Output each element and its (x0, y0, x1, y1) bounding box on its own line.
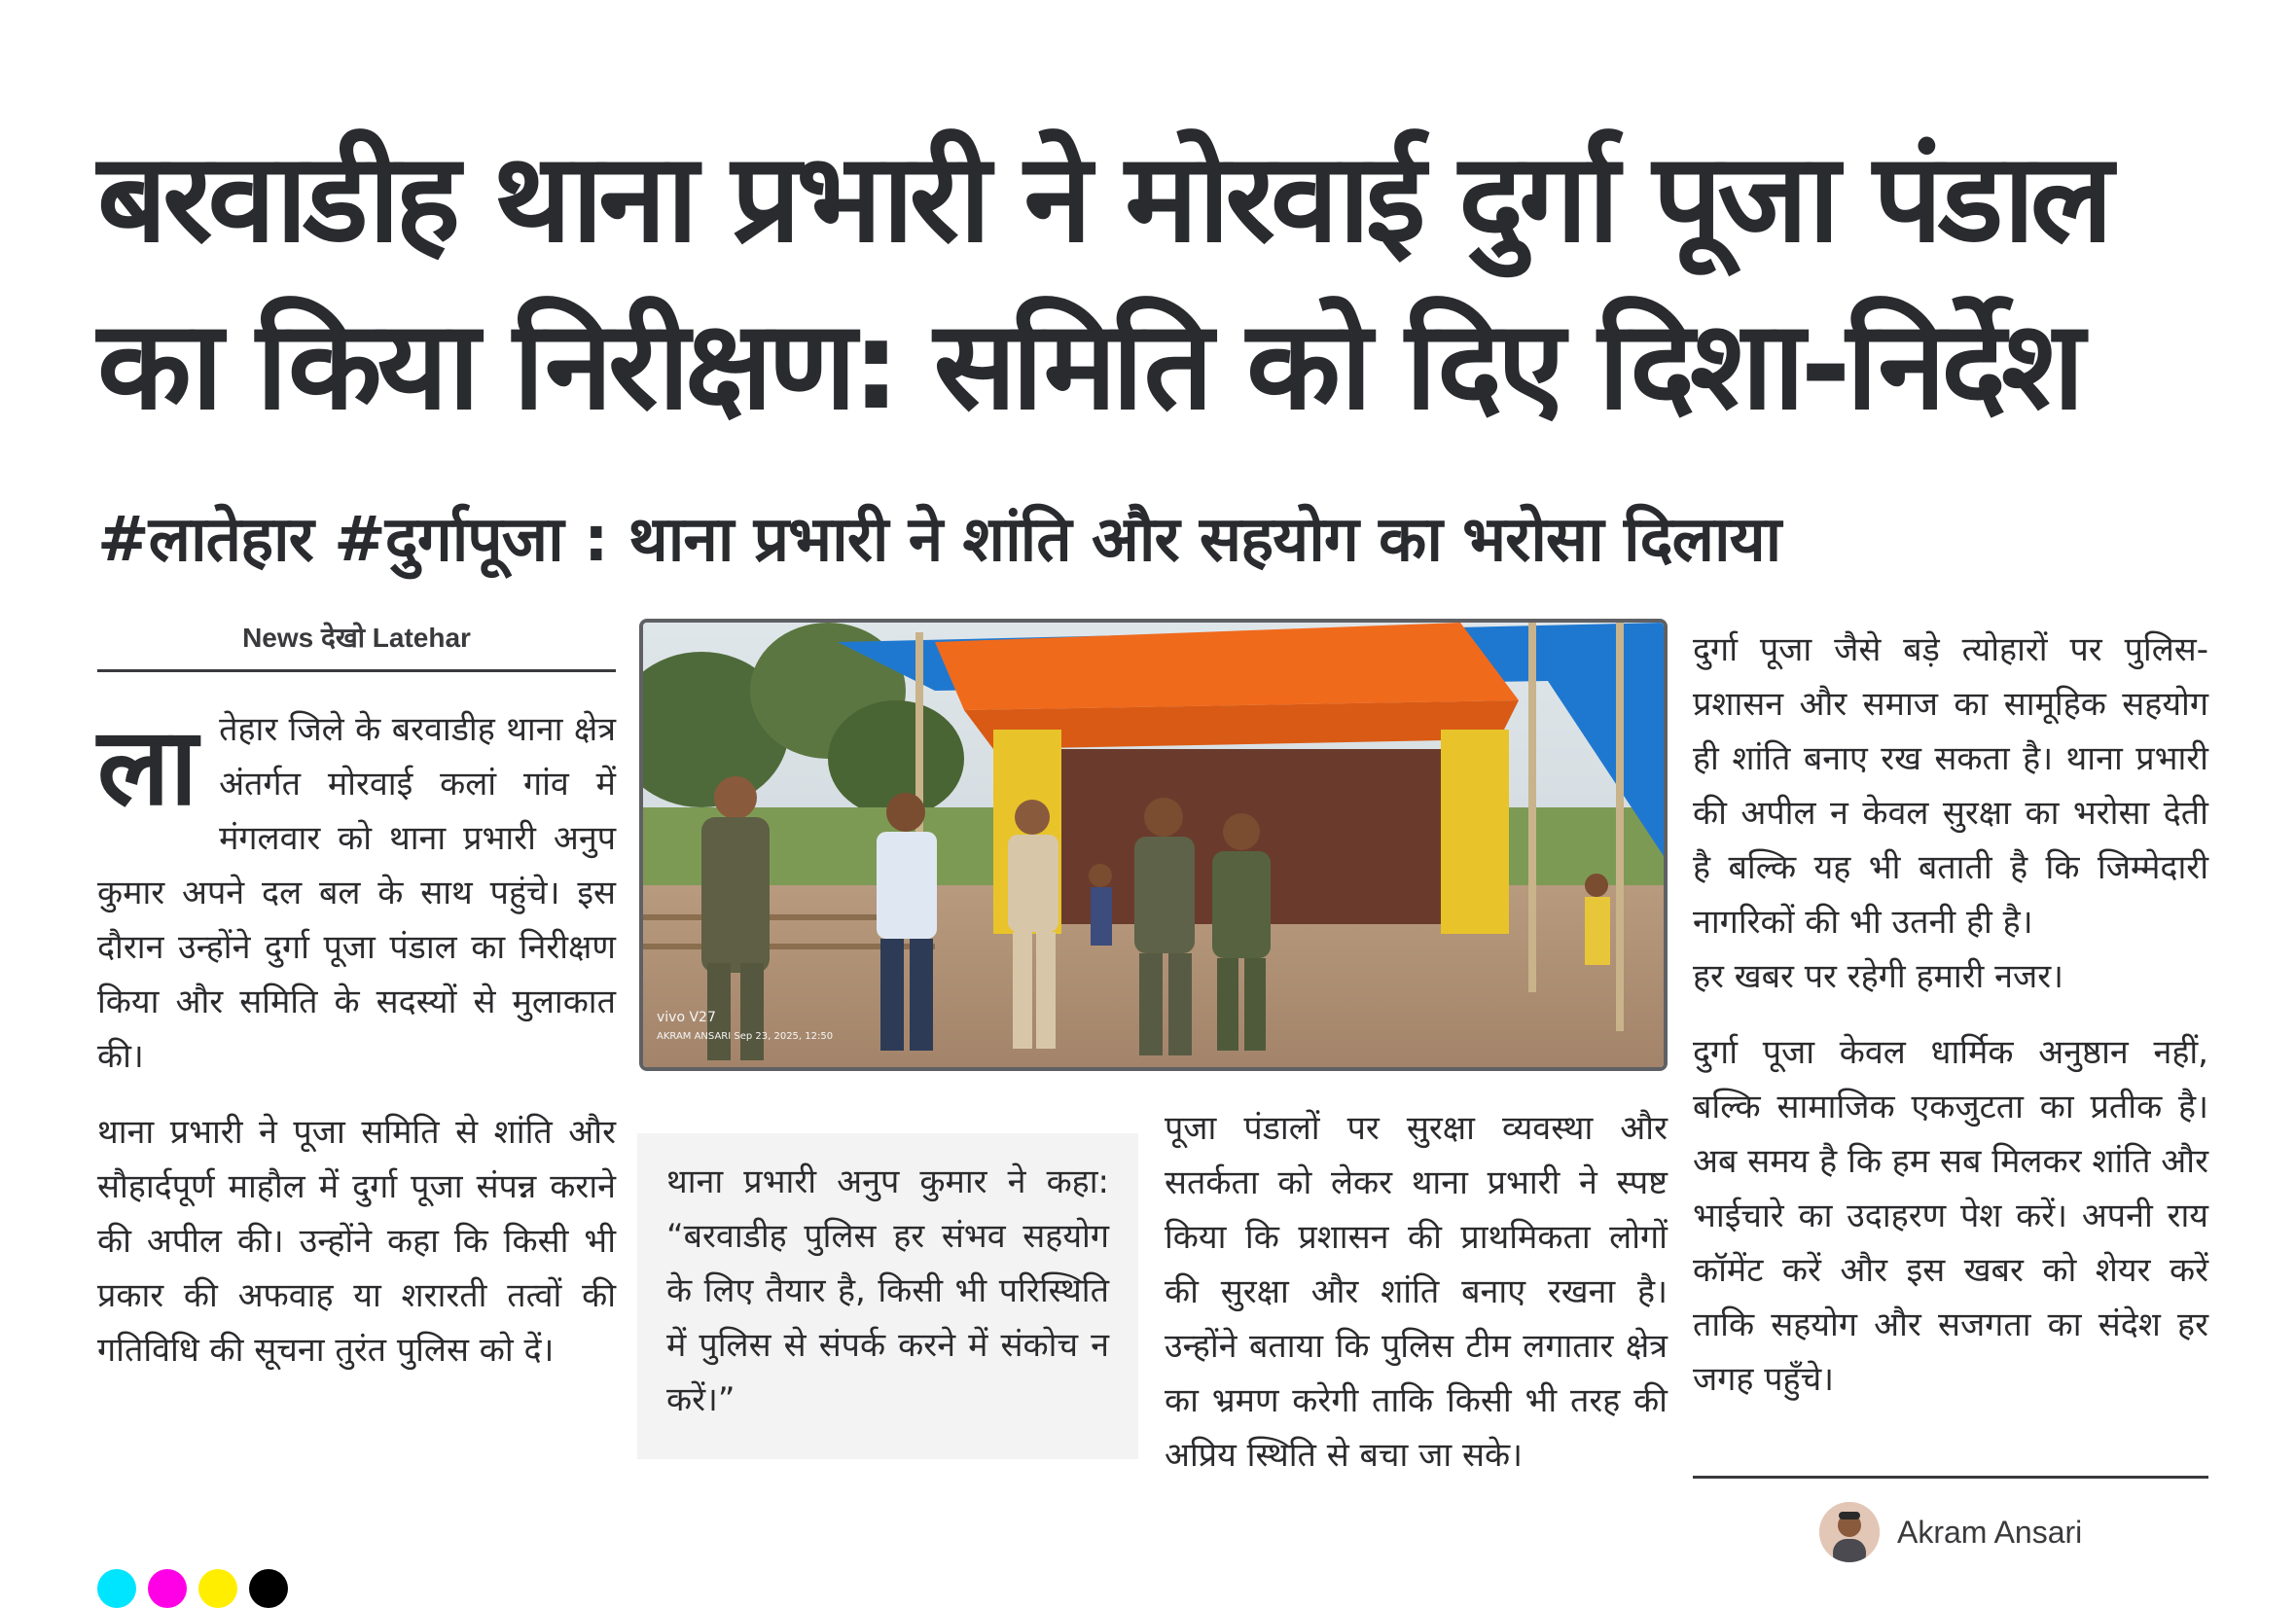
cyan-swatch (97, 1569, 136, 1608)
pull-quote (637, 1133, 1138, 1459)
article-column-1 (97, 702, 616, 1377)
lead-paragraph (97, 702, 616, 1084)
print-color-swatches (97, 1569, 288, 1608)
tagline: हर खबर पर रहेगी हमारी नजर। (1693, 957, 2064, 996)
paragraph-3: पूजा पंडालों पर सुरक्षा व्यवस्था और सतर्कता को लेकर थाना प्रभारी ने स्पष्ट किया कि प्रशासन की प्राथमिकता लोगों की सुरक्षा और शांति बनाए रखना है। उन्होंने बताया कि पुलिस टीम लगातार क्षेत्र का भ्रमण करेगी ताकि किसी भी तरह की अप्रिय स्थिति से बचा जा सके। (1165, 1109, 1668, 1475)
lead-paragraph-text: तेहार जिले के बरवाडीह थाना क्षेत्र अंतर्गत मोरवाई कलां गांव में मंगलवार को थाना प्रभारी अनुप कुमार अपने दल बल के साथ पहुंचे। इस दौरान उन्होंने दुर्गा पूजा पंडाल का निरीक्षण किया और समिति के सदस्यों से मुलाकात की। (97, 710, 616, 1076)
pull-quote-text: थाना प्रभारी अनुप कुमार ने कहा: “बरवाडीह पुलिस हर संभव सहयोग के लिए तैयार है, किसी भी परिस्थिति में पुलिस से संपर्क करने में संकोच न करें।” (666, 1162, 1109, 1419)
yellow-swatch (198, 1569, 237, 1608)
article-column-3 (1165, 1101, 1668, 1483)
black-swatch (249, 1569, 288, 1608)
author-avatar (1819, 1502, 1880, 1562)
byline-divider (97, 669, 616, 672)
paragraph-4: दुर्गा पूजा जैसे बड़े त्योहारों पर पुलिस-प्रशासन और समाज का सामूहिक सहयोग ही शांति बनाए रख सकता है। थाना प्रभारी की अपील न केवल सुरक्षा का भरोसा देती है बल्कि यह भी बताती है कि जिम्मेदारी नागरिकों की भी उतनी ही है। (1693, 630, 2208, 942)
author-divider (1693, 1476, 2208, 1479)
byline: News देखो Latehar (242, 623, 471, 653)
news-photo (639, 619, 1668, 1071)
article-column-4 (1693, 623, 2208, 1407)
photo-watermark-caption: AKRAM ANSARI Sep 23, 2025, 12:50 (657, 1031, 834, 1042)
paragraph-5: दुर्गा पूजा केवल धार्मिक अनुष्ठान नहीं, बल्कि सामाजिक एकजुटता का प्रतीक है। अब समय है कि हम सब मिलकर शांति और भाईचारे का उदाहरण पेश करें। अपनी राय कॉमेंट करें और इस खबर को शेयर करें ताकि सहयोग और सजगता का संदेश हर जगह पहुँचे। (1693, 1033, 2208, 1399)
drop-cap: ला (97, 704, 198, 829)
author-credit (1819, 1498, 2082, 1566)
magenta-swatch (148, 1569, 187, 1608)
headline: बरवाडीह थाना प्रभारी ने मोरवाई दुर्गा पूजा पंडाल का किया निरीक्षण: समिति को दिए दिशा-निर्देश (97, 126, 2109, 437)
subheadline: #लातेहार #दुर्गापूजा : थाना प्रभारी ने शांति और सहयोग का भरोसा दिलाया (97, 504, 1781, 576)
paragraph-2: थाना प्रभारी ने पूजा समिति से शांति और सौहार्दपूर्ण माहौल में दुर्गा पूजा संपन्न कराने की अपील की। उन्होंने कहा कि किसी भी प्रकार की अफवाह या शरारती तत्वों की गतिविधि की सूचना तुरंत पुलिस को दें। (97, 1113, 616, 1370)
photo-watermark-device: vivo V27 (657, 1010, 716, 1025)
author-name: Akram Ansari (1897, 1514, 2083, 1550)
